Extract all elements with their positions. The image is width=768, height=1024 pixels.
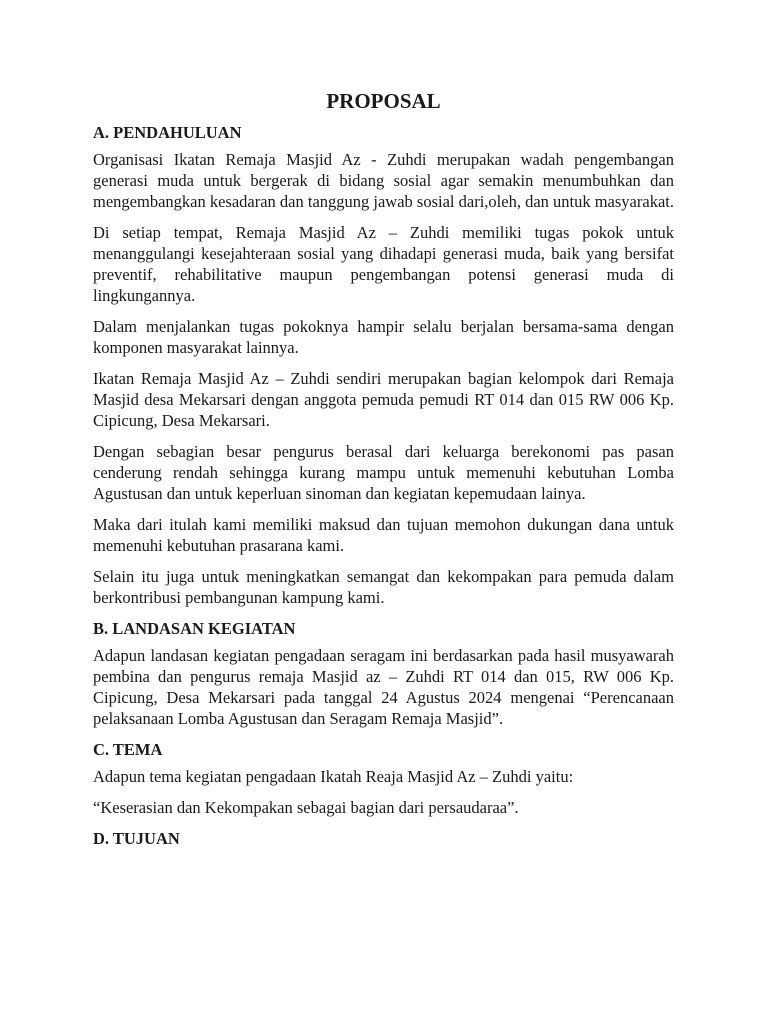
paragraph: Di setiap tempat, Remaja Masjid Az – Zuhdi memiliki tugas pokok untuk menanggulangi kesejahteraan sosial yang dihadapi generasi muda, baik yang bersifat preventif, rehabilitative maupun pengembangan potensi generasi muda di lingkungannya.: [93, 223, 674, 305]
section-landasan-kegiatan: [93, 618, 674, 729]
paragraph: Organisasi Ikatan Remaja Masjid Az - Zuhdi merupakan wadah pengembangan generasi muda untuk bergerak di bidang sosial agar semakin menumbuhkan dan mengembangkan kesadaran dan tanggung jawab sosial dari,oleh, dan untuk masyarakat.: [93, 150, 674, 211]
section-tema: [93, 739, 674, 818]
section-heading: A. PENDAHULUAN: [93, 123, 242, 142]
paragraph: Adapun landasan kegiatan pengadaan seragam ini berdasarkan pada hasil musyawarah pembina dan pengurus remaja Masjid az – Zuhdi RT 014 dan 015, RW 006 Kp. Cipicung, Desa Mekarsari pada tanggal 24 Agustus 2024 mengenai “Perencanaan pelaksanaan Lomba Agustusan dan Seragam Remaja Masjid”.: [93, 646, 674, 728]
paragraph: Dalam menjalankan tugas pokoknya hampir selalu berjalan bersama-sama dengan komponen masyarakat lainnya.: [93, 317, 674, 357]
paragraph: Selain itu juga untuk meningkatkan semangat dan kekompakan para pemuda dalam berkontribusi pembangunan kampung kami.: [93, 567, 674, 607]
section-heading: D. TUJUAN: [93, 829, 180, 848]
theme-quote: “Keserasian dan Kekompakan sebagai bagian dari persaudaraa”.: [93, 798, 519, 817]
section-heading: B. LANDASAN KEGIATAN: [93, 619, 296, 638]
document-page: [93, 88, 674, 855]
section-pendahuluan: [93, 122, 674, 608]
paragraph: Dengan sebagian besar pengurus berasal dari keluarga berekonomi pas pasan cenderung rendah sehingga kurang mampu untuk memenuhi kebutuhan Lomba Agustusan dan untuk keperluan sinoman dan kegiatan kepemudaan lainya.: [93, 442, 674, 503]
paragraph: Adapun tema kegiatan pengadaan Ikatah Reaja Masjid Az – Zuhdi yaitu:: [93, 767, 574, 786]
section-heading: C. TEMA: [93, 740, 163, 759]
document-title: PROPOSAL: [326, 89, 441, 113]
paragraph: Ikatan Remaja Masjid Az – Zuhdi sendiri merupakan bagian kelompok dari Remaja Masjid desa Mekarsari dengan anggota pemuda pemudi RT 014 dan 015 RW 006 Kp. Cipicung, Desa Mekarsari.: [93, 369, 674, 430]
section-tujuan: [93, 828, 674, 850]
paragraph: Maka dari itulah kami memiliki maksud dan tujuan memohon dukungan dana untuk memenuhi kebutuhan prasarana kami.: [93, 515, 674, 555]
